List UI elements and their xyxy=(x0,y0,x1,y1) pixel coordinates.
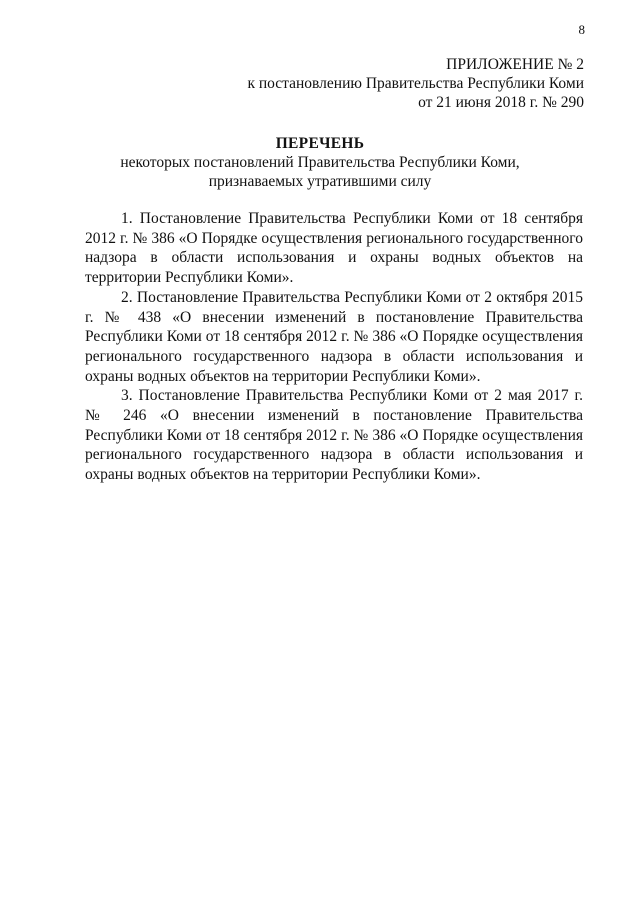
list-item: 3. Постановление Правительства Республики Коми от 2 мая 2017 г. № 246 «О внесении изменений в постановление Правительства Республики Коми от 18 сентября 2012 г. № 386 «О Порядке осуществления регионального государственного надзора в области использования и охраны водных объектов на территории Республики Коми». xyxy=(85,387,583,484)
document-body xyxy=(85,209,583,485)
page-number: 8 xyxy=(578,22,585,37)
appendix-block xyxy=(247,55,584,112)
list-item: 2. Постановление Правительства Республики Коми от 2 октября 2015 г. № 438 «О внесении изменений в постановление Правительства Республики Коми от 18 сентября 2012 г. № 386 «О Порядке осуществления регионального государственного надзора в области использования и охраны водных объектов на территории Республики Коми». xyxy=(85,288,583,385)
document-heading xyxy=(0,134,640,191)
appendix-date: от 21 июня 2018 г. № 290 xyxy=(418,94,584,111)
document-title: ПЕРЕЧЕНЬ xyxy=(275,135,365,152)
document-subtitle-line-2: признаваемых утратившими силу xyxy=(208,173,432,190)
document-subtitle-line-1: некоторых постановлений Правительства Республики Коми, xyxy=(120,154,520,171)
list-item: 1. Постановление Правительства Республики Коми от 18 сентября 2012 г. № 386 «О Порядке осуществления регионального государственного надзора в области использования и охраны водных объектов на территории Республики Коми». xyxy=(85,210,583,287)
appendix-reference: к постановлению Правительства Республики Коми xyxy=(247,75,584,92)
appendix-title: ПРИЛОЖЕНИЕ № 2 xyxy=(446,56,584,73)
